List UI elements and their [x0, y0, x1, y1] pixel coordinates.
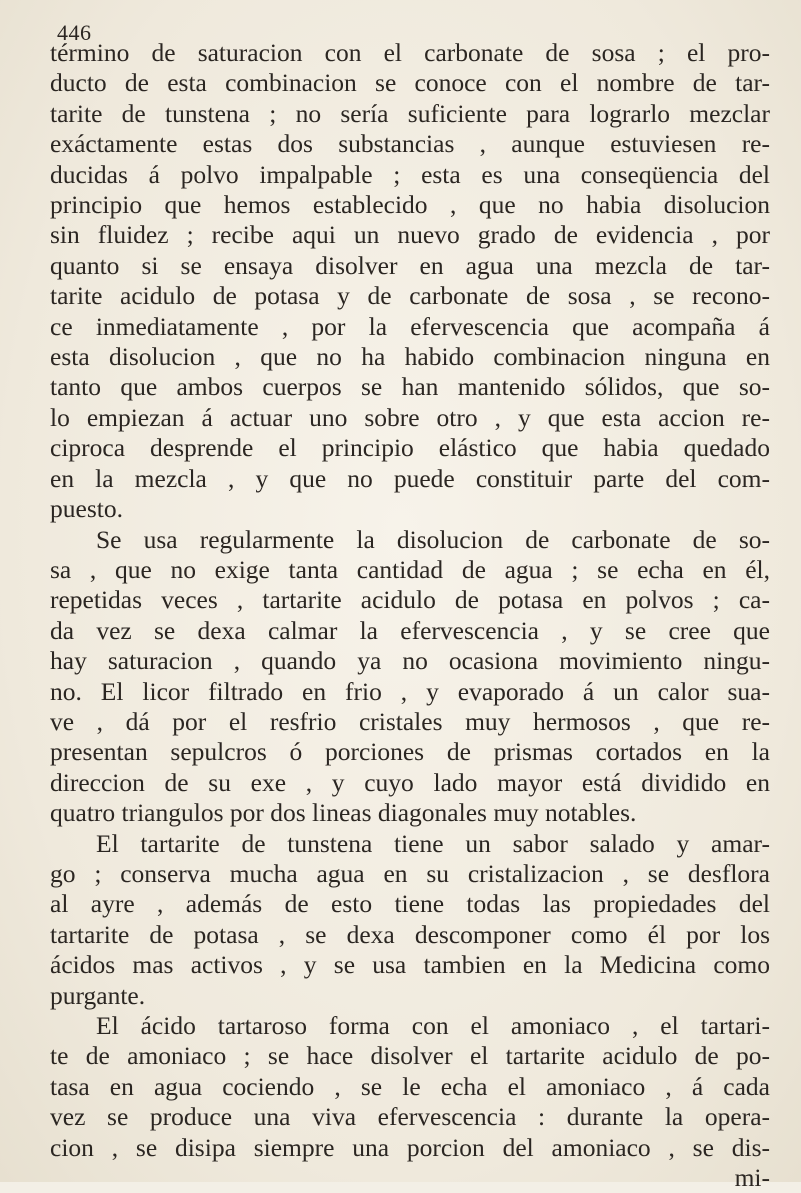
body-text [50, 38, 770, 1193]
text-line: purgante. [50, 980, 146, 1010]
text-line: da vez se dexa calmar la efervescencia , y se cree que [50, 615, 770, 645]
text-line: en la mezcla , y que no puede constituir parte del com- [50, 463, 770, 493]
text-line: mi- [734, 1163, 770, 1193]
text-line: sa , que no exige tanta cantidad de agua ; se echa en él, [50, 554, 770, 584]
text-line: ácidos mas activos , y se usa tambien en la Medicina como [50, 950, 770, 980]
text-line: exáctamente estas dos substancias , aunque estuviesen re- [50, 129, 770, 159]
text-line: lo empiezan á actuar uno sobre otro , y que esta accion re- [50, 402, 770, 432]
text-line: no. El licor filtrado en frio , y evaporado á un calor sua- [50, 676, 770, 706]
text-line: tarite acidulo de potasa y de carbonate de sosa , se recono- [50, 281, 770, 311]
text-line: quanto si se ensaya disolver en agua una mezcla de tar- [50, 250, 770, 280]
text-line: tanto que ambos cuerpos se han mantenido sólidos, que so- [50, 372, 770, 402]
text-line: tarite de tunstena ; no sería suficiente para lograrlo mezclar [50, 98, 770, 128]
text-line: ciproca desprende el principio elástico que habia quedado [50, 433, 770, 463]
text-line: presentan sepulcros ó porciones de prismas cortados en la [50, 737, 770, 767]
text-line: esta disolucion , que no ha habido combinacion ninguna en [50, 342, 770, 372]
text-line: vez se produce una viva efervescencia : durante la opera- [50, 1102, 770, 1132]
text-line: tartarite de potasa , se dexa descomponer como él por los [50, 919, 770, 949]
text-line: ducidas á polvo impalpable ; esta es una conseqüencia del [50, 159, 770, 189]
text-line: Se usa regularmente la disolucion de carbonate de so- [96, 524, 770, 554]
text-line: direccion de su exe , y cuyo lado mayor está dividido en [50, 767, 770, 797]
text-line: te de amoniaco ; se hace disolver el tartarite acidulo de po- [50, 1041, 770, 1071]
text-line: principio que hemos establecido , que no habia disolucion [50, 190, 770, 220]
text-line: al ayre , además de esto tiene todas las propiedades del [50, 889, 770, 919]
text-line: El tartarite de tunstena tiene un sabor salado y amar- [96, 828, 770, 858]
text-line: El ácido tartaroso forma con el amoniaco , el tartari- [96, 1011, 770, 1040]
text-line: tasa en agua cociendo , se le echa el amoniaco , á cada [50, 1071, 770, 1101]
text-line: sin fluidez ; recibe aqui un nuevo grado de evidencia , por [50, 220, 770, 250]
text-line: ve , dá por el resfrio cristales muy hermosos , que re- [50, 706, 770, 736]
text-line: ce inmediatamente , por la efervescencia que acompaña á [50, 311, 770, 341]
text-line: quatro triangulos por dos lineas diagonales muy notables. [50, 798, 637, 828]
text-line: ducto de esta combinacion se conoce con el nombre de tar- [50, 68, 770, 98]
text-line: repetidas veces , tartarite acidulo de potasa en polvos ; ca- [50, 585, 770, 615]
text-line: hay saturacion , quando ya no ocasiona movimiento ningu- [50, 646, 770, 676]
text-line: término de saturacion con el carbonate de sosa ; el pro- [50, 38, 770, 67]
text-line: cion , se disipa siempre una porcion del amoniaco , se dis- [50, 1132, 770, 1162]
text-line: go ; conserva mucha agua en su cristalizacion , se desflora [50, 858, 770, 888]
text-line: puesto. [50, 494, 123, 524]
page-number: 446 [57, 20, 92, 45]
